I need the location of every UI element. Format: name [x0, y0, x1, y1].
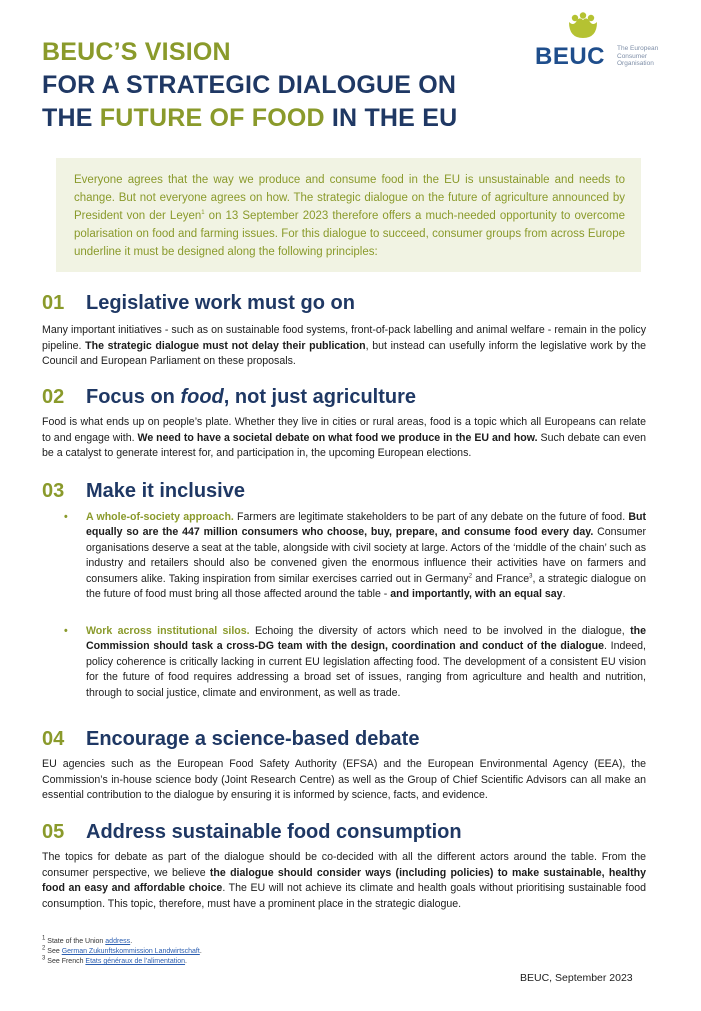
logo-subtitle: The European Consumer Organisation [617, 45, 659, 67]
section-02-text: Food is what ends up on people’s plate. Whether they live in cities or rural areas, food is a topic which all Europeans can relate to and engage with. We need to have a societal debate on what food we produce in the EU and how. Such debate can even be a catalyst to generate interest for, and participation in, the upcoming European elections. [42, 416, 647, 460]
footnote-2: $^2$ See German Zukunftskommission Landwirtschaft. [42, 945, 202, 955]
section-04-heading: 04 Encourage a science-based debate [42, 728, 420, 750]
section-05-text: The topics for debate as part of the dialogue should be co-decided with all the different actors around the table. From the consumer perspective, we believe the dialogue should consider ways (including policies) to make sustainable, healthy food an easy and affordable choice. The EU will not achieve its climate and health goals without prioritising sustainable food consumption. This topic, therefore, must have a prominent place in the strategic dialogue. [42, 851, 646, 910]
footnote-link-etats-generaux[interactable]: Etats généraux de l’alimentation [85, 958, 186, 965]
title-line-3: THE FUTURE OF FOOD IN THE EU [42, 104, 458, 132]
footnote-link-address[interactable]: address [105, 938, 131, 945]
section-02-heading: 02 Focus on food, not just agriculture [42, 386, 417, 408]
bullet-icon: • [64, 511, 68, 523]
beuc-logo [533, 12, 673, 72]
logo-wordmark: BEUC [535, 43, 606, 70]
section-03-heading: 03 Make it inclusive [42, 480, 245, 502]
section-05-heading: 05 Address sustainable food consumption [42, 821, 462, 843]
title-line-1: BEUC’S VISION [42, 38, 231, 66]
bullet-icon: • [64, 625, 68, 637]
beuc-logo-icon [563, 12, 603, 44]
title-line-2: FOR A STRATEGIC DIALOGUE ON [42, 71, 457, 99]
page-title [42, 36, 457, 135]
section-01-heading: 01 Legislative work must go on [42, 292, 355, 314]
section-04-text: EU agencies such as the European Food Safety Authority (EFSA) and the European Environmental Agency (EEA), the Commission’s in-house science body (Joint Research Centre) as well as the Group of Chief Scientific Advisors can all make an essential contribution to the dialogue by ensuring it is informed by science, facts, and evidence. [42, 758, 646, 802]
section-01-text: Many important initiatives - such as on sustainable food systems, front-of-pack labelling and animal welfare - remain in the policy pipeline. The strategic dialogue must not delay their publication, but instead can usefully inform the legislative work by the Council and European Parliament on these proposals. [42, 324, 646, 368]
footnote-3: $^3$ See French Etats généraux de l’alimentation. [42, 955, 187, 965]
footnote-1: $^1$ State of the Union address. [42, 935, 133, 945]
footnote-link-zukunftskommission[interactable]: German Zukunftskommission Landwirtschaft [61, 948, 200, 955]
signature: BEUC, September 2023 [520, 972, 633, 984]
bullet-institutional-silos: • Work across institutional silos. Echoing the diversity of actors which need to be involved in the dialogue, the Commission should task a cross-DG team with the design, coordination and conduct of the dialogue. Indeed, policy coherence is critically lacking in current EU legislation affecting food. The development of a consistent EU vision for the future of food requires addressing a broad set of issues, ranging from agriculture and health and nutrition, through to social justice, climate and environment, as well as trade. [64, 625, 646, 699]
bullet-whole-of-society: • A whole-of-society approach. Farmers are legitimate stakeholders to be part of any debate on the future of food. But equally so are the 447 million consumers who choose, buy, prepare, and consume food every day. Consumer organisations deserve a seat at the table, alongside with civil society at large. Actors of the ‘middle of the chain’ such as industry and retailers should also be convened given the enormous influence their activities have on farmers and consumers alike. Taking inspiration from similar exercises carried out in Germany$^2$ and France$^3$, a strategic dialogue on the future of food must bring all those affected around the table - and importantly, with an equal say. [64, 511, 646, 601]
intro-box: Everyone agrees that the way we produce and consume food in the EU is unsustainable and needs to change. But not everyone agrees on how. The strategic dialogue on the future of agriculture announced by President von der Leyen$^1$ on 13 September 2023 therefore offers a much-needed opportunity to overcome polarisation on food and farming issues. For this dialogue to succeed, consumer groups from across Europe underline it must be designed along the following principles: [56, 158, 641, 272]
